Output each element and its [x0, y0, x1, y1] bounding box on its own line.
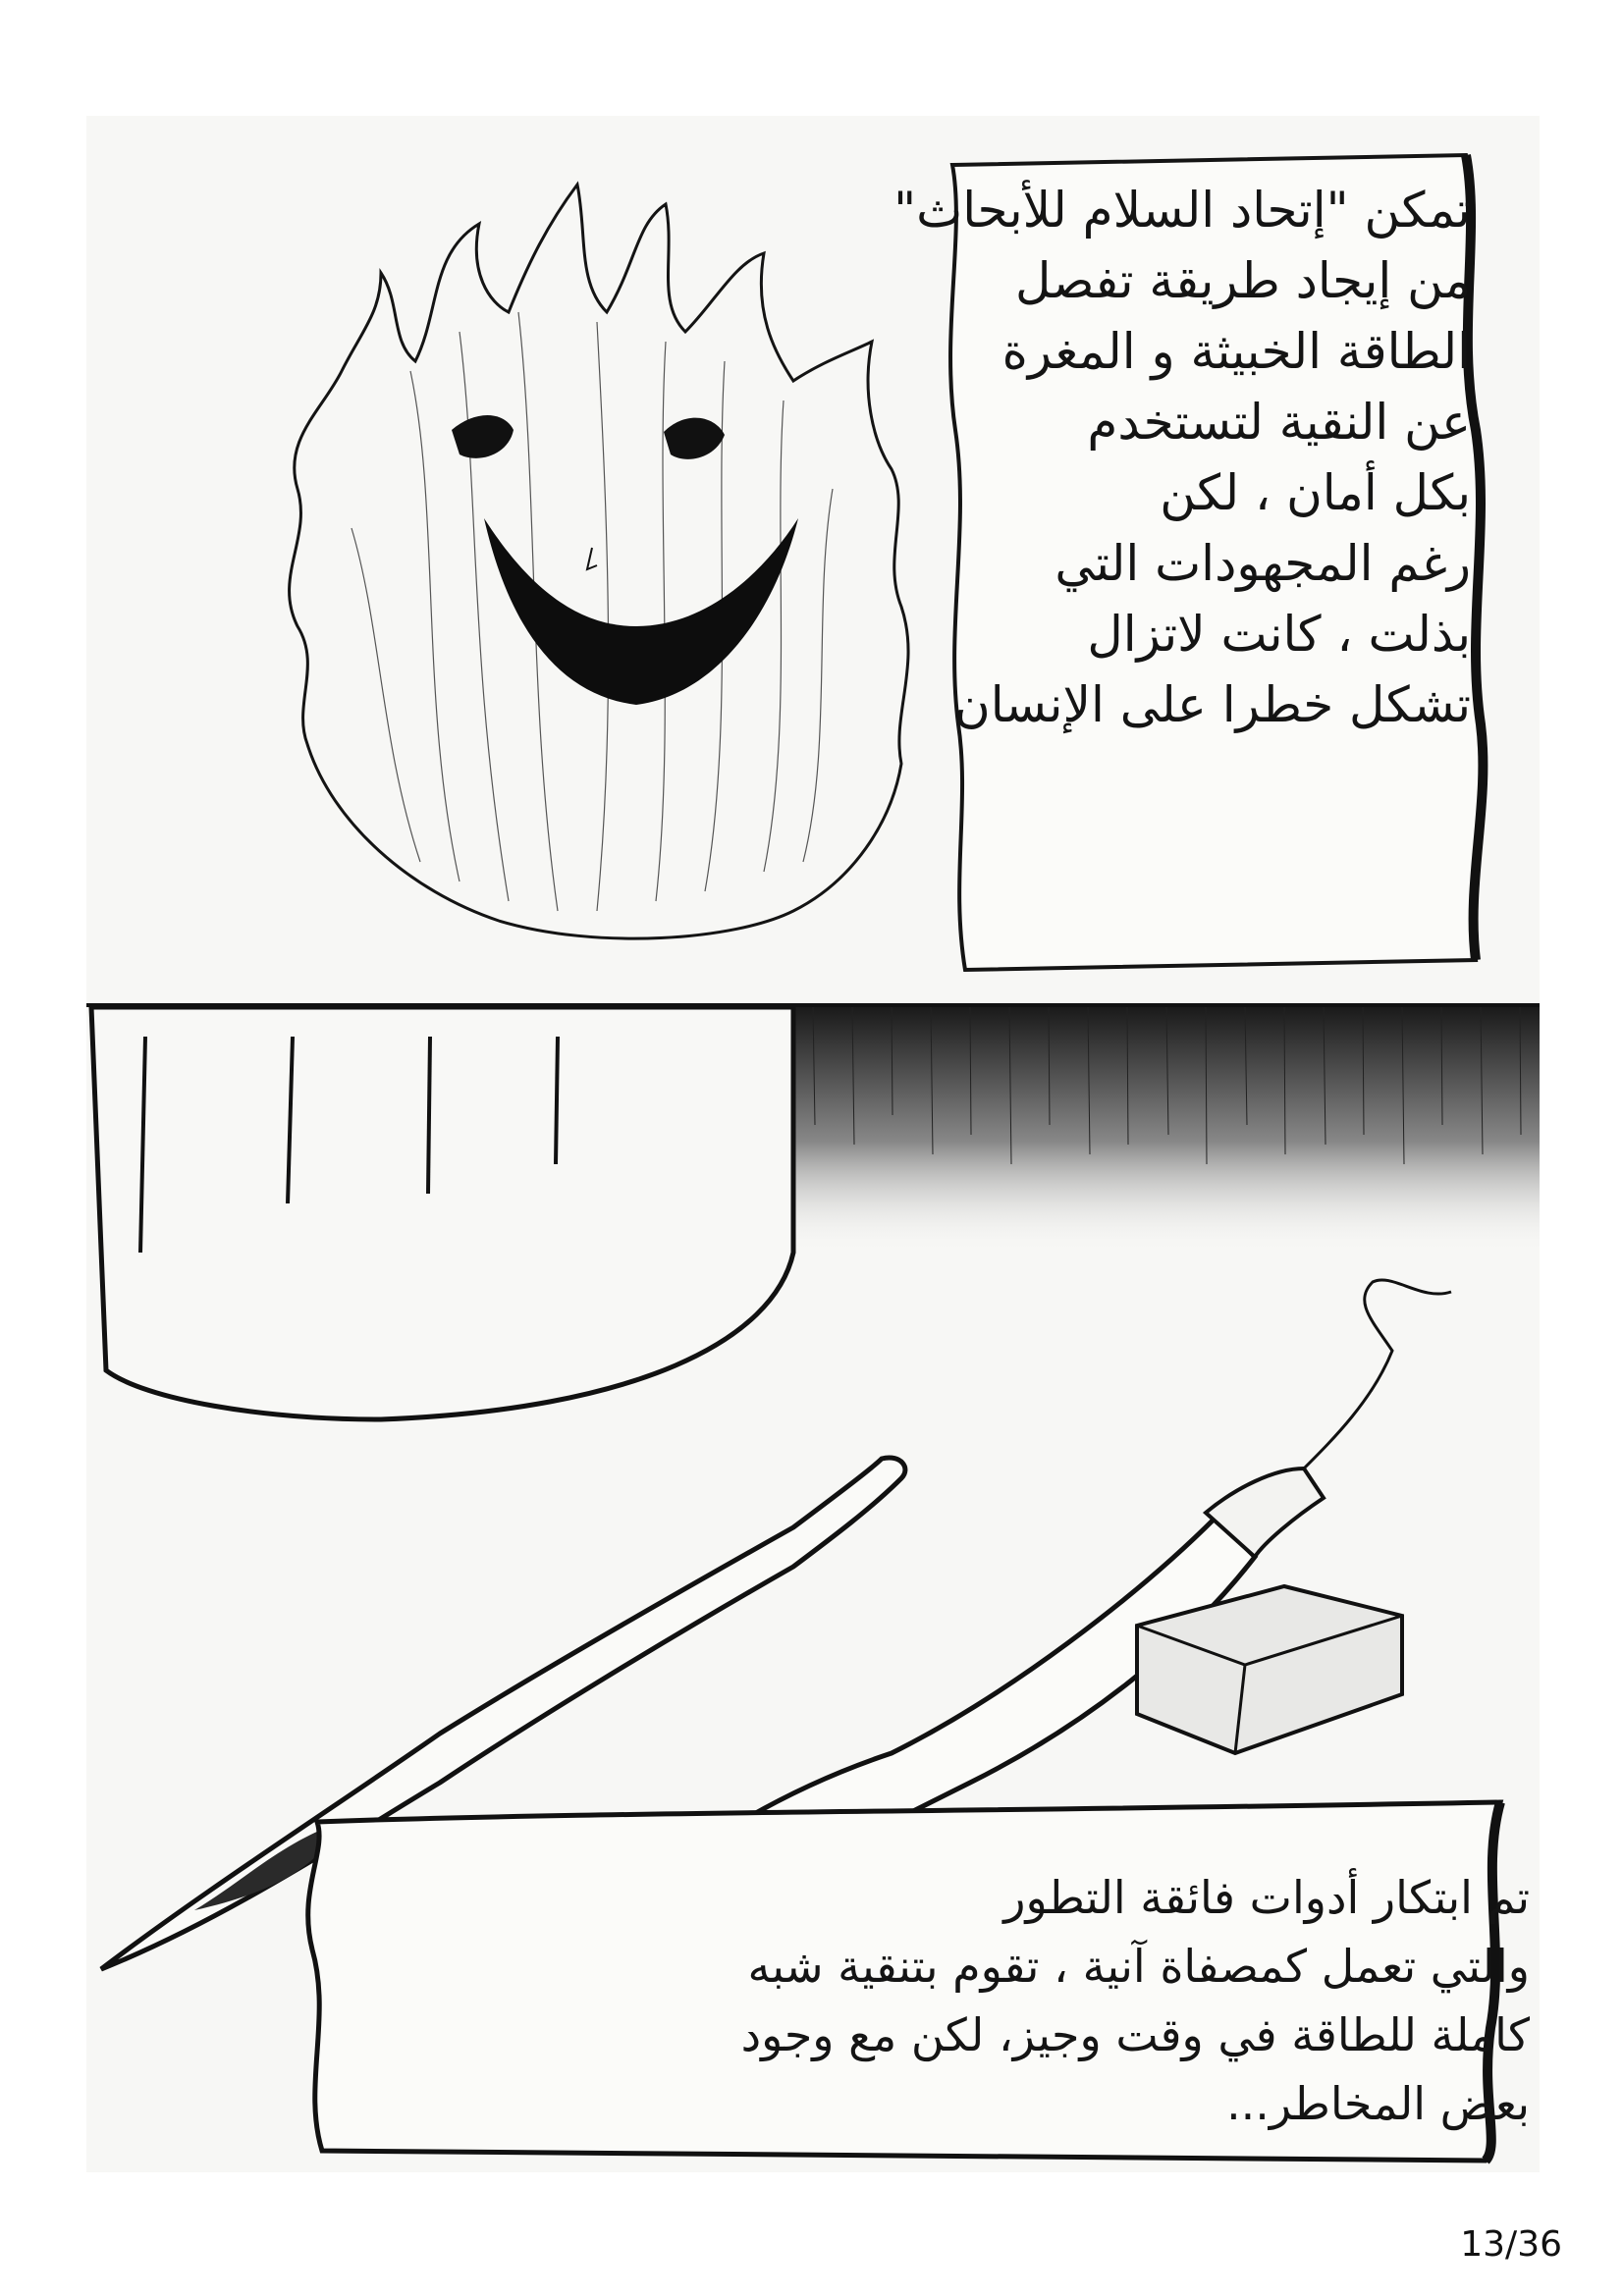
caption-line: بذلت ، كانت لاتزال: [1087, 606, 1471, 663]
top-caption-box: [893, 175, 1471, 740]
caption-line: الطاقة الخبيثة و المغرة: [1001, 323, 1471, 380]
bottom-caption-box: [312, 1863, 1530, 2138]
page-number: 13/36: [1460, 2224, 1562, 2265]
sword-tassel: [1304, 1280, 1451, 1468]
caption-line: عن النقية لتستخدم: [1087, 394, 1471, 451]
comic-page: [86, 116, 1540, 2172]
caption-line: بكل أمان ، لكن: [1160, 464, 1471, 521]
caption-line: بعض المخاطر...: [1226, 2077, 1530, 2130]
caption-line: من إيجاد طريقة تفصل: [1015, 252, 1471, 309]
container: [91, 1007, 793, 1419]
caption-line: والتي تعمل كمصفاة آنية ، تقوم بتنقية شبه: [747, 1940, 1530, 1993]
caption-line: تمكن "إتحاد السلام للأبحاث": [893, 182, 1471, 239]
caption-line: تم ابتكار أدوات فائقة التطور: [1003, 1871, 1530, 1924]
caption-line: كاملة للطاقة في وقت وجيز، لكن مع وجود: [740, 2008, 1530, 2061]
top-panel: [86, 116, 1540, 1007]
caption-line: رغم المجهودات التي: [1055, 535, 1471, 592]
caption-line: تشكل خطرا على الإنسان: [953, 676, 1471, 733]
shadow-background: [793, 1007, 1540, 1253]
